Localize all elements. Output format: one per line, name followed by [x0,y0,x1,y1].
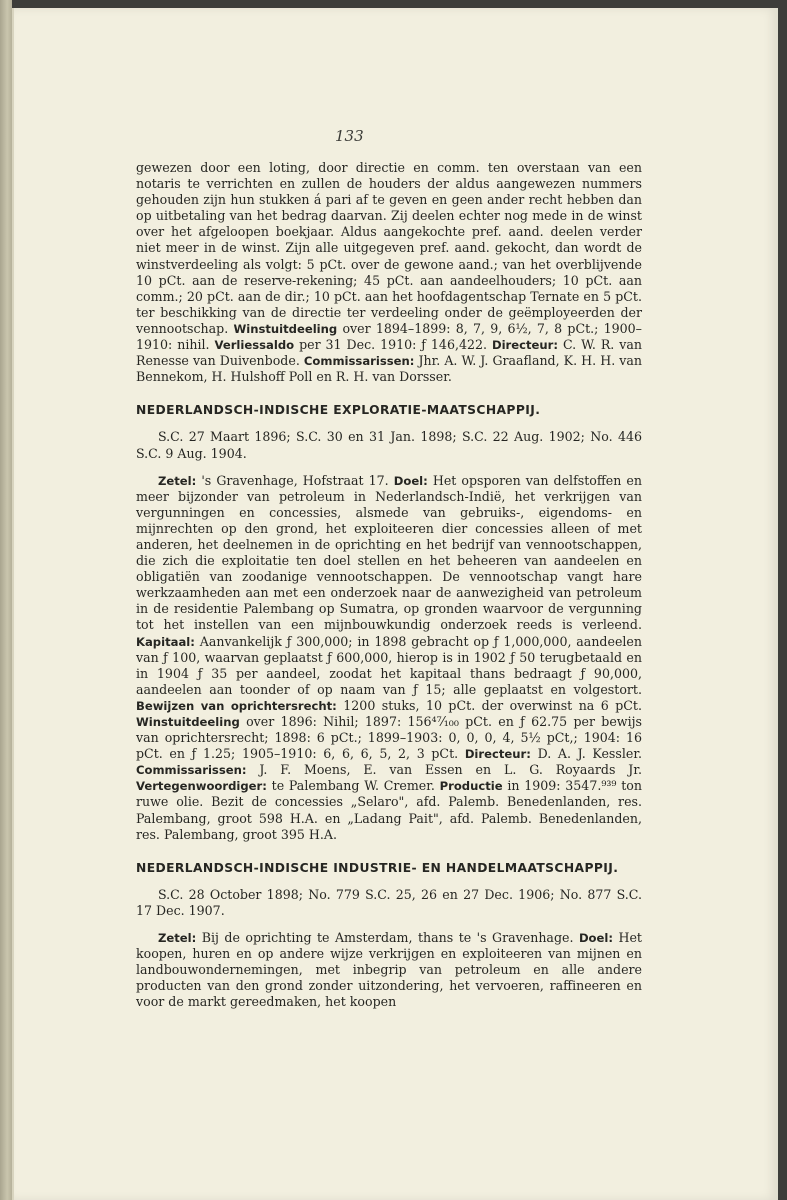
productie-label: Productie [439,779,503,794]
doel-label: Doel: [578,931,613,946]
zetel-text: 's Gravenhage, Hofstraat 17. [201,472,389,488]
exploratie-details-paragraph [136,473,642,843]
intro-text: gewezen door een loting, door directie en comm. ten overstaan van een notaris te verrichten en zullen de houders der aldus aangewezen nummers gehouden zijn hun stukken á pari af te geven en geen ander recht hebben dan op uitbetaling van het bedrag daarvan. Zij deelen echter nog mede in de winst over het afgeloopen boekjaar. Aldus aangekochte pref. aand. deelen verder niet meer in de winst. Zijn alle uitgegeven pref. aand. gekocht, dan wordt de winstverdeeling als volgt: 5 pCt. over de gewone aand.; van het overblijvende 10 pCt. aan de reserve-rekening; 45 pCt. aan aandeelhouders; 10 pCt. aan comm.; 20 pCt. aan de dir.; 10 pCt. aan het hoofdagentschap Ternate en 5 pCt. ter beschikking van de directie ter verdeeling onder de geëmployeerden der vennootschap. [136,160,642,336]
page-number: 133 [335,127,364,145]
doel-label: Doel: [393,473,428,488]
directeur-label: Directeur: [491,338,559,353]
commissarissen-label: Commissarissen: [136,763,247,778]
doel-text: Het opsporen van delfstoffen en meer bijzonder van petroleum in Nederlandsch-Indië, het verkrijgen van vergunningen en concessies, alsmede van gebruiks-, eigendoms- en mijnrechten op den grond, het exploiteeren dier concessies alleen of met anderen, het deelnemen in de oprichting en het bedrijf van vennootschappen, die zich die exploitatie ten doel stellen en het beheeren van aandeelen en obligatiën van zoodanige vennootschappen. De vennootschap vangt hare werkzaamheden aan met een onderzoek naar de aanwezigheid van petroleum in de residentie Palembang op Sumatra, op gronden waarvoor de vergunning tot het instellen van een mijnbouwkundig onderzoek reeds is verleend. [136,472,642,633]
kapitaal-label: Kapitaal: [136,634,195,649]
doel-text: Het koopen, huren en op andere wijze verkrijgen en exploiteeren van mijnen en landbouwondernemingen, met inbegrip van petroleum en alle andere producten van den grond zonder uitzondering, het vervoeren, raffineeren en voor de markt gereedmaken, het koopen [136,930,642,1010]
page-body [136,160,642,1011]
directeur-text: C. W. R. van Renesse van Duivenbode. [136,337,642,369]
intro-paragraph [136,160,642,385]
zetel-label: Zetel: [158,931,197,946]
directeur-text: D. A. J. Kessler. [537,746,642,762]
commissarissen-label: Commissarissen: [303,354,415,369]
paragraph-spacer [136,919,642,930]
section-heading-industrie: NEDERLANDSCH-INDISCHE INDUSTRIE- EN HANDELMAATSCHAPPIJ. [136,860,619,875]
heading-spacer [136,876,642,887]
section-spacer [136,385,642,402]
book-spine-edge [0,0,12,1200]
verliessaldo-label: Verliessaldo [214,338,295,353]
section-spacer [136,843,642,860]
commissarissen-text: J. F. Moens, E. van Essen en L. G. Royaards Jr. [259,762,642,778]
statutes-exploratie: S.C. 27 Maart 1896; S.C. 30 en 31 Jan. 1898; S.C. 22 Aug. 1902; No. 446 S.C. 9 Aug. 1904. [136,429,642,461]
statutes-industrie: S.C. 28 October 1898; No. 779 S.C. 25, 26 en 27 Dec. 1906; No. 877 S.C. 17 Dec. 1907. [136,886,642,918]
kapitaal-text: Aanvankelijk ƒ 300,000; in 1898 gebracht op ƒ 1,000,000, aandeelen van ƒ 100, waarvan geplaatst ƒ 600,000, hierop is in 1902 ƒ 50 terugbetaald en in 1904 ƒ 35 per aandeel, zoodat het kapitaal thans bedraagt ƒ 90,000, aandeelen aan toonder of op naam van ƒ 15; alle geplaatst en volgestort. [136,633,642,697]
heading-spacer [136,418,642,429]
productie-text: in 1909: 3547.⁹³⁹ ton ruwe olie. Bezit de concessies „Selaro", afd. Palemb. Benedenlanden, res. Palembang, groot 598 H.A. en „Ladang Pait", afd. Palemb. Benedenlanden, res. Palembang, groot 395 H.A. [136,778,642,842]
bewijzen-label: Bewijzen van oprichtersrecht: [136,698,337,713]
paragraph-spacer [136,462,642,473]
winstuitdeeling-text: over 1896: Nihil; 1897: 156⁴⁷⁄₁₀₀ pCt. en ƒ 62.75 per bewijs van oprichtersrecht; 1898: 6 pCt.; 1899–1903: 0, 0, 0, 4, 5½ pCt,; 1904: 16 pCt. en ƒ 1.25; 1905–1910: 6, 6, 6, 5, 2, 3 pCt. [136,714,642,762]
winstuitdeeling-text: over 1894–1899: 8, 7, 9, 6½, 7, 8 pCt.; 1900–1910: nihil. [136,320,642,353]
zetel-text: Bij de oprichting te Amsterdam, thans te 's Gravenhage. [201,930,574,946]
zetel-label: Zetel: [158,473,197,488]
winstuitdeeling-label: Winstuitdeeling [233,321,338,336]
section-heading-exploratie: NEDERLANDSCH-INDISCHE EXPLORATIE-MAATSCHAPPIJ. [136,403,541,418]
commissarissen-text: Jhr. A. W. J. Graafland, K. H. H. van Bennekom, H. Hulshoff Poll en R. H. van Dorsser. [136,353,642,385]
industrie-details-paragraph [136,930,642,1010]
directeur-label: Directeur: [464,747,531,762]
vertegenwoordiger-text: te Palembang W. Cremer. [271,778,435,794]
verliessaldo-text: per 31 Dec. 1910: ƒ 146,422. [299,337,487,353]
winstuitdeeling-label: Winstuitdeeling [136,715,240,729]
bewijzen-text: 1200 stuks, 10 pCt. der overwinst na 6 pCt. [343,697,642,713]
vertegenwoordiger-label: Vertegenwoordiger: [136,779,267,794]
